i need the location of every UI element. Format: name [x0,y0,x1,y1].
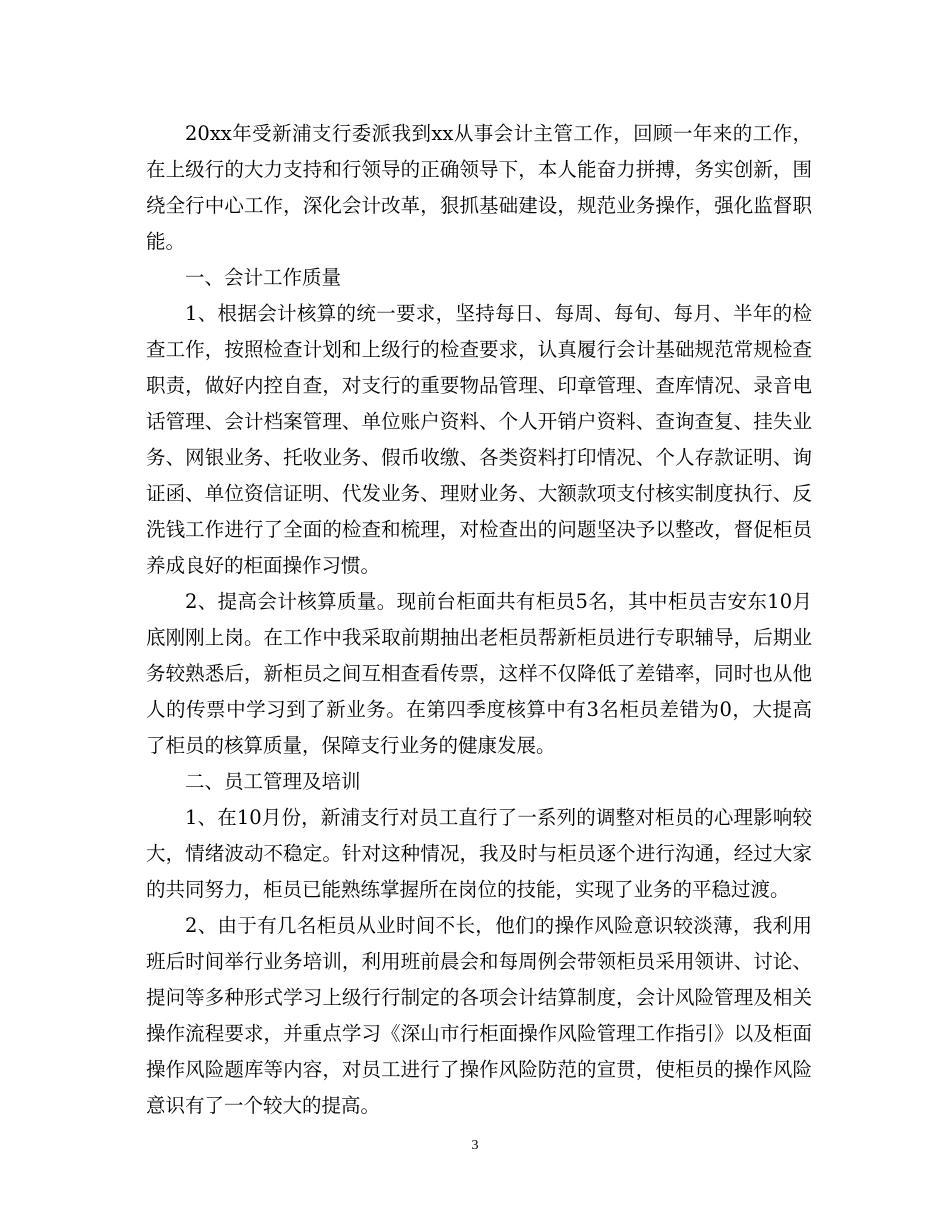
section-heading-accounting-quality: 一、会计工作质量 [185,266,342,289]
paragraph-accounting-quality: 2、提高会计核算质量。现前台柜面共有柜员5名，其中柜员吉安东10月底刚刚上岗。在工作中我采取前期抽出老柜员帮新柜员进行专职辅导，后期业务较熟悉后，新柜员之间互相查看传票，这样不仅降低了差错率，同时也从他人的传票中学习到了新业务。在第四季度核算中有3名柜员差错为0，大提高了柜员的核算质量，保障支行业务的健康发展。 [146,590,812,757]
paragraph-staff-adjustment: 1、在10月份，新浦支行对员工直行了一系列的调整对柜员的心理影响较大，情绪波动不稳定。针对这种情况，我及时与柜员逐个进行沟通，经过大家的共同努力，柜员已能熟练掌握所在岗位的技能，实现了业务的平稳过渡。 [146,806,812,901]
document-body [146,116,812,1124]
page-number: 3 [471,1138,479,1153]
paragraph-intro: 20xx年受新浦支行委派我到xx从事会计主管工作，回顾一年来的工作，在上级行的大力支持和行领导的正确领导下，本人能奋力拼搏，务实创新，围绕全行中心工作，深化会计改革，狠抓基础建设，规范业务操作，强化监督职能。 [146,122,812,253]
paragraph-training: 2、由于有几名柜员从业时间不长，他们的操作风险意识较淡薄，我利用班后时间举行业务培训，利用班前晨会和每周例会带领柜员采用领讲、讨论、提问等多种形式学习上级行行制定的各项会计结算制度，会计风险管理及相关操作流程要求，并重点学习《深山市行柜面操作风险管理工作指引》以及柜面操作风险题库等内容，对员工进行了操作风险防范的宣贯，使柜员的操作风险意识有了一个较大的提高。 [146,914,812,1117]
section-heading-staff-training: 二、员工管理及培训 [185,770,361,793]
paragraph-inspection: 1、根据会计核算的统一要求，坚持每日、每周、每旬、每月、半年的检查工作，按照检查计划和上级行的检查要求，认真履行会计基础规范常规检查职责，做好内控自查，对支行的重要物品管理、印章管理、查库情况、录音电话管理、会计档案管理、单位账户资料、个人开销户资料、查询查复、挂失业务、网银业务、托收业务、假币收缴、各类资料打印情况、个人存款证明、询证函、单位资信证明、代发业务、理财业务、大额款项支付核实制度执行、反洗钱工作进行了全面的检查和梳理，对检查出的问题坚决予以整改，督促柜员养成良好的柜面操作习惯。 [146,302,812,577]
